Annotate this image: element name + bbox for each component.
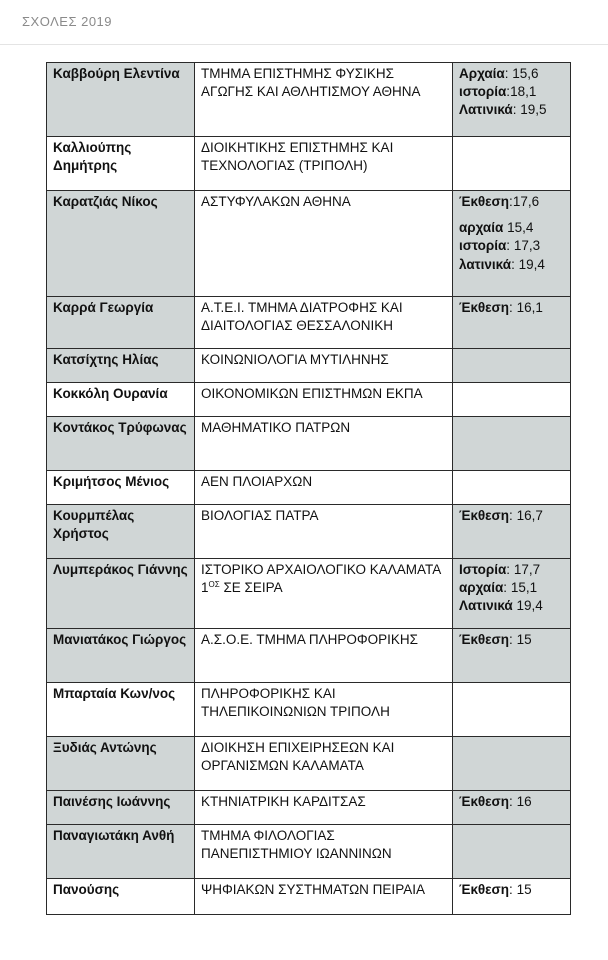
grade-value: 15,1 xyxy=(510,580,538,596)
table-row xyxy=(47,297,571,349)
grade-line xyxy=(459,256,564,274)
student-name-cell: Καρατζιάς Νίκος xyxy=(47,191,195,297)
student-name-cell: Κατσίχτης Ηλίας xyxy=(47,349,195,383)
table-row xyxy=(47,737,571,791)
school-cell xyxy=(195,559,453,629)
table-row xyxy=(47,825,571,879)
school-cell xyxy=(195,629,453,683)
school-text: ΑΕΝ ΠΛΟΙΑΡΧΩΝ xyxy=(201,474,313,489)
table-row xyxy=(47,417,571,471)
school-text-tail: ΣΕ ΣΕΙΡΑ xyxy=(219,580,283,596)
grades-cell xyxy=(453,825,571,879)
table-row xyxy=(47,791,571,825)
grade-separator: : xyxy=(509,794,517,809)
grade-separator: : xyxy=(509,194,513,209)
grade-value: 16,1 xyxy=(516,300,543,315)
student-name-cell: Καββούρη Ελεντίνα xyxy=(47,63,195,137)
grades-cell xyxy=(453,737,571,791)
student-name-cell: Παινέσης Ιωάννης xyxy=(47,791,195,825)
grade-value: 19,4 xyxy=(516,598,543,614)
school-cell xyxy=(195,383,453,417)
grade-line xyxy=(459,83,564,101)
grade-line xyxy=(459,579,564,597)
school-cell xyxy=(195,417,453,471)
grade-subject: Λατινικά xyxy=(459,102,513,118)
grade-separator: : xyxy=(506,562,514,577)
table-row xyxy=(47,629,571,683)
student-name-cell: Κοκκόλη Ουρανία xyxy=(47,383,195,417)
grade-separator: : xyxy=(504,66,513,81)
school-text: ΒΙΟΛΟΓΙΑΣ ΠΑΤΡΑ xyxy=(201,508,319,523)
grade-separator: : xyxy=(512,102,521,118)
grade-subject: Έκθεση xyxy=(459,632,510,647)
school-cell xyxy=(195,791,453,825)
student-name-cell: Μανιατάκος Γιώργος xyxy=(47,629,195,683)
school-cell xyxy=(195,879,453,915)
grade-separator: : xyxy=(509,882,517,897)
table-row xyxy=(47,349,571,383)
school-text: ΤΜΗΜΑ ΕΠΙΣΤΗΜΗΣ ΦΥΣΙΚΗΣ ΑΓΩΓΗΣ ΚΑΙ ΑΘΛΗΤΙΣΜΟΥ ΑΘΗΝΑ xyxy=(201,66,421,100)
grade-subject: αρχαία xyxy=(459,580,504,596)
table-row xyxy=(47,559,571,629)
school-cell xyxy=(195,137,453,191)
grades-cell xyxy=(453,417,571,471)
school-cell xyxy=(195,297,453,349)
school-text: ΠΛΗΡΟΦΟΡΙΚΗΣ ΚΑΙ ΤΗΛΕΠΙΚΟΙΝΩΝΙΩΝ ΤΡΙΠΟΛΗ xyxy=(201,686,390,720)
table-row xyxy=(47,505,571,559)
school-cell xyxy=(195,683,453,737)
grade-value: 16 xyxy=(516,794,532,809)
grade-subject: Λατινικά xyxy=(459,598,513,614)
school-text: ΜΑΘΗΜΑΤΙΚΟ ΠΑΤΡΩΝ xyxy=(201,420,351,435)
schools-table xyxy=(46,62,571,915)
student-name-cell: Ξυδιάς Αντώνης xyxy=(47,737,195,791)
grade-value: 16,7 xyxy=(516,508,543,523)
grades-cell xyxy=(453,471,571,505)
student-name-cell: Κριμήτσος Μένιος xyxy=(47,471,195,505)
student-name-cell: Κοντάκος Τρύφωνας xyxy=(47,417,195,471)
student-name-cell: Καλλιούπης Δημήτρης xyxy=(47,137,195,191)
grade-subject: ιστορία xyxy=(459,238,507,254)
school-cell xyxy=(195,737,453,791)
grade-value: 15 xyxy=(516,882,532,897)
grade-line xyxy=(459,631,564,649)
grade-value: 19,4 xyxy=(518,256,545,272)
school-cell xyxy=(195,63,453,137)
student-name-cell: Κουρμπέλας Χρήστος xyxy=(47,505,195,559)
table-row xyxy=(47,471,571,505)
school-cell xyxy=(195,825,453,879)
student-name-cell: Παναγιωτάκη Ανθή xyxy=(47,825,195,879)
grade-separator: : xyxy=(506,84,511,100)
grade-line xyxy=(459,101,564,119)
table-row xyxy=(47,879,571,915)
grades-cell xyxy=(453,791,571,825)
school-text: Α.Σ.Ο.Ε. ΤΜΗΜΑ ΠΛΗΡΟΦΟΡΙΚΗΣ xyxy=(201,632,419,647)
school-cell xyxy=(195,349,453,383)
school-text: ΑΣΤΥΦΥΛΑΚΩΝ ΑΘΗΝΑ xyxy=(201,194,351,209)
grade-value: 15,4 xyxy=(507,220,534,236)
table-row xyxy=(47,137,571,191)
grade-line xyxy=(459,793,564,811)
grades-cell xyxy=(453,505,571,559)
grade-line xyxy=(459,237,564,255)
page-header: ΣΧΟΛΕΣ 2019 xyxy=(22,14,113,29)
grade-line xyxy=(459,299,564,317)
grade-line xyxy=(459,561,564,579)
school-superscript: ΟΣ xyxy=(208,580,220,590)
grades-cell xyxy=(453,137,571,191)
grade-line xyxy=(459,193,564,211)
grade-subject: Έκθεση xyxy=(459,194,510,209)
school-cell xyxy=(195,505,453,559)
table-row xyxy=(47,383,571,417)
grade-value: 19,5 xyxy=(520,102,547,118)
grade-value: 15 xyxy=(516,632,532,647)
grade-subject: λατινικά xyxy=(459,256,512,272)
school-text: ΨΗΦΙΑΚΩΝ ΣΥΣΤΗΜΑΤΩΝ ΠΕΙΡΑΙΑ xyxy=(201,882,425,897)
grade-subject: Έκθεση xyxy=(459,300,510,315)
grade-subject: Έκθεση xyxy=(459,882,510,897)
school-cell xyxy=(195,471,453,505)
grade-subject: ιστορία xyxy=(459,84,507,100)
table-row xyxy=(47,63,571,137)
grades-cell xyxy=(453,63,571,137)
grade-separator: : xyxy=(503,580,511,596)
grades-cell xyxy=(453,559,571,629)
grade-separator: : xyxy=(506,238,514,254)
grade-separator: : xyxy=(509,632,517,647)
school-text: ΚΟΙΝΩΝΙΟΛΟΓΙΑ ΜΥΤΙΛΗΝΗΣ xyxy=(201,352,389,367)
school-text: ΚΤΗΝΙΑΤΡΙΚΗ ΚΑΡΔΙΤΣΑΣ xyxy=(201,794,366,809)
school-text: ΔΙΟΙΚΗΣΗ ΕΠΙΧΕΙΡΗΣΕΩΝ ΚΑΙ ΟΡΓΑΝΙΣΜΩΝ ΚΑΛΑΜΑΤΑ xyxy=(201,740,395,774)
grade-value: 18,1 xyxy=(510,84,537,100)
grade-gap xyxy=(459,211,564,219)
grade-subject: αρχαία xyxy=(459,220,504,236)
grade-subject: Έκθεση xyxy=(459,508,510,523)
grade-value: 17,6 xyxy=(512,194,540,209)
grades-cell xyxy=(453,383,571,417)
student-name-cell: Πανούσης xyxy=(47,879,195,915)
grades-cell xyxy=(453,297,571,349)
grade-value: 17,3 xyxy=(513,238,541,254)
grade-subject: Έκθεση xyxy=(459,794,510,809)
school-text: ΙΣΤΟΡΙΚΟ ΑΡΧΑΙΟΛΟΓΙΚΟ ΚΑΛΑΜΑΤΑ 1 xyxy=(201,562,441,596)
student-name-cell: Καρρά Γεωργία xyxy=(47,297,195,349)
grades-cell xyxy=(453,191,571,297)
grade-line xyxy=(459,881,564,899)
grade-line xyxy=(459,597,564,615)
grade-separator: : xyxy=(509,300,517,315)
grade-subject: Αρχαία xyxy=(459,66,505,81)
school-text: ΟΙΚΟΝΟΜΙΚΩΝ ΕΠΙΣΤΗΜΩΝ ΕΚΠΑ xyxy=(201,386,423,401)
student-name-cell: Λυμπεράκος Γιάννης xyxy=(47,559,195,629)
table-row xyxy=(47,191,571,297)
grades-cell xyxy=(453,683,571,737)
school-text: ΤΜΗΜΑ ΦΙΛΟΛΟΓΙΑΣ ΠΑΝΕΠΙΣΤΗΜΙΟΥ ΙΩΑΝΝΙΝΩΝ xyxy=(201,828,392,862)
school-text: Α.Τ.Ε.Ι. ΤΜΗΜΑ ΔΙΑΤΡΟΦΗΣ ΚΑΙ ΔΙΑΙΤΟΛΟΓΙΑΣ ΘΕΣΣΑΛΟΝΙΚΗ xyxy=(201,300,403,334)
grade-separator: : xyxy=(511,256,519,272)
grades-cell xyxy=(453,879,571,915)
page-divider xyxy=(0,44,608,45)
grade-line xyxy=(459,507,564,525)
table-row xyxy=(47,683,571,737)
grade-value: 15,6 xyxy=(512,66,539,81)
school-text: ΔΙΟΙΚΗΤΙΚΗΣ ΕΠΙΣΤΗΜΗΣ ΚΑΙ ΤΕΧΝΟΛΟΓΙΑΣ (ΤΡΙΠΟΛΗ) xyxy=(201,140,394,174)
table-body xyxy=(47,63,571,915)
grade-line xyxy=(459,219,564,237)
grades-cell xyxy=(453,629,571,683)
grade-separator: : xyxy=(509,508,517,523)
grade-line xyxy=(459,65,564,83)
student-name-cell: Μπαρταία Κων/νος xyxy=(47,683,195,737)
grade-value: 17,7 xyxy=(513,562,541,577)
grades-cell xyxy=(453,349,571,383)
grade-subject: Ιστορία xyxy=(459,562,507,577)
school-cell xyxy=(195,191,453,297)
